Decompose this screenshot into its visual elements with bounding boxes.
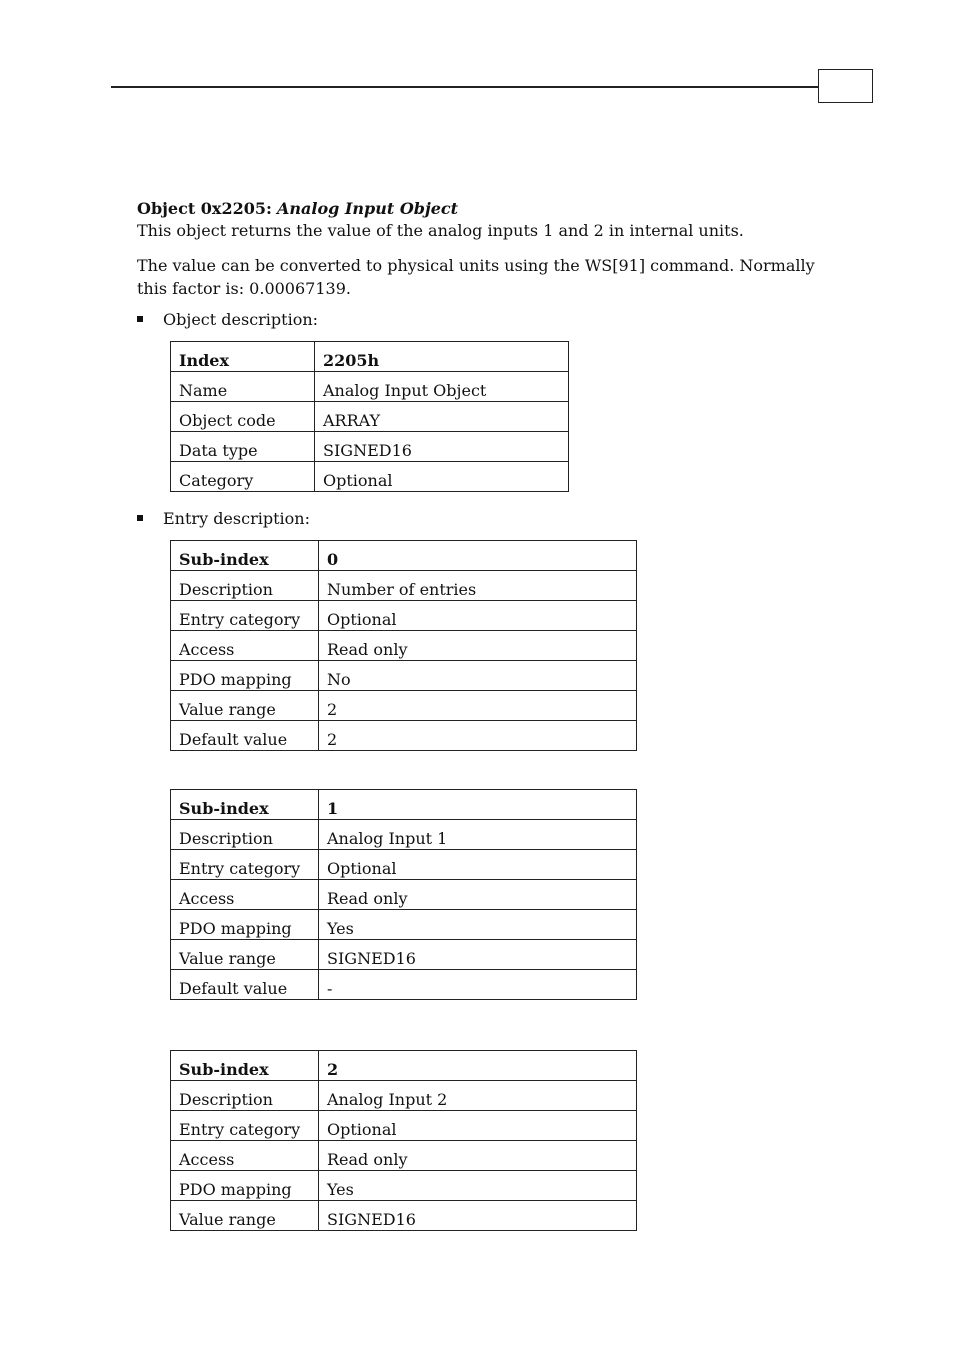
table-cell-key: Category	[171, 462, 315, 492]
table-cell-value: SIGNED16	[319, 940, 637, 970]
table-cell-value: Number of entries	[319, 571, 637, 601]
table-cell-value: SIGNED16	[319, 1201, 637, 1231]
table-row	[171, 790, 637, 820]
table-row	[171, 541, 637, 571]
table-cell-key: Object code	[171, 402, 315, 432]
table-cell-value: No	[319, 661, 637, 691]
table-row	[171, 691, 637, 721]
table-cell-key: Entry category	[171, 850, 319, 880]
table-cell-key: PDO mapping	[171, 910, 319, 940]
table-cell-key: Value range	[171, 1201, 319, 1231]
table-cell-value: Read only	[319, 1141, 637, 1171]
table-row	[171, 1051, 637, 1081]
table-cell-value: Analog Input 1	[319, 820, 637, 850]
table-cell-value: 0	[319, 541, 637, 571]
table-cell-value: 2	[319, 1051, 637, 1081]
table-cell-key: Description	[171, 571, 319, 601]
table-cell-key: Value range	[171, 691, 319, 721]
table-cell-value: Yes	[319, 1171, 637, 1201]
table-cell-value: Analog Input 2	[319, 1081, 637, 1111]
table-row	[171, 721, 637, 751]
table-cell-key: Sub-index	[171, 1051, 319, 1081]
table-row	[171, 1111, 637, 1141]
object-description-table	[170, 341, 569, 492]
table-row	[171, 1081, 637, 1111]
table-cell-key: Access	[171, 1141, 319, 1171]
table-cell-key: Default value	[171, 970, 319, 1000]
table-cell-key: Value range	[171, 940, 319, 970]
table-cell-key: Description	[171, 1081, 319, 1111]
table-cell-value: Read only	[319, 631, 637, 661]
bullet-entry-description	[137, 509, 310, 528]
bullet-square-icon	[137, 316, 143, 322]
table-cell-key: Sub-index	[171, 790, 319, 820]
table-cell-value: 1	[319, 790, 637, 820]
table-row	[171, 1201, 637, 1231]
table-cell-value: 2205h	[315, 342, 569, 372]
table-cell-value: Optional	[319, 601, 637, 631]
table-row	[171, 880, 637, 910]
heading-object-id: Object 0x2205:	[137, 199, 272, 218]
table-row	[171, 342, 569, 372]
table-row	[171, 571, 637, 601]
table-row	[171, 910, 637, 940]
table-cell-value: ARRAY	[315, 402, 569, 432]
table-cell-value: 2	[319, 691, 637, 721]
table-row	[171, 631, 637, 661]
table-cell-key: PDO mapping	[171, 1171, 319, 1201]
table-cell-key: Entry category	[171, 601, 319, 631]
table-cell-key: Access	[171, 631, 319, 661]
bullet-label: Object description:	[163, 310, 319, 329]
table-cell-value: Optional	[319, 850, 637, 880]
table-row	[171, 432, 569, 462]
table-cell-value: Optional	[319, 1111, 637, 1141]
table-row	[171, 402, 569, 432]
table-cell-key: Access	[171, 880, 319, 910]
table-cell-key: Description	[171, 820, 319, 850]
paragraph-intro: This object returns the value of the analog inputs 1 and 2 in internal units.	[137, 221, 744, 240]
page-number-box	[818, 69, 873, 103]
table-row	[171, 661, 637, 691]
table-cell-value: -	[319, 970, 637, 1000]
table-cell-value: SIGNED16	[315, 432, 569, 462]
entry-table-subindex-0	[170, 540, 637, 751]
table-cell-key: Entry category	[171, 1111, 319, 1141]
heading-object-name: Analog Input Object	[277, 199, 459, 218]
paragraph-conversion: The value can be converted to physical units using the WS[91] command. Normally this factor is: 0.00067139.	[137, 256, 815, 298]
table-cell-key: PDO mapping	[171, 661, 319, 691]
table-row	[171, 940, 637, 970]
table-cell-value: Yes	[319, 910, 637, 940]
bullet-square-icon	[137, 515, 143, 521]
section-heading	[137, 199, 458, 218]
table-row	[171, 601, 637, 631]
table-cell-key: Sub-index	[171, 541, 319, 571]
header-rule	[111, 86, 819, 88]
table-cell-key: Index	[171, 342, 315, 372]
table-cell-value: 2	[319, 721, 637, 751]
table-cell-value: Optional	[315, 462, 569, 492]
entry-table-subindex-1	[170, 789, 637, 1000]
table-row	[171, 820, 637, 850]
table-row	[171, 1171, 637, 1201]
table-row	[171, 970, 637, 1000]
table-cell-key: Data type	[171, 432, 315, 462]
table-cell-value: Read only	[319, 880, 637, 910]
table-cell-key: Default value	[171, 721, 319, 751]
table-row	[171, 372, 569, 402]
entry-table-subindex-2	[170, 1050, 637, 1231]
bullet-label: Entry description:	[163, 509, 310, 528]
table-row	[171, 850, 637, 880]
bullet-object-description	[137, 310, 318, 329]
table-row	[171, 1141, 637, 1171]
table-row	[171, 462, 569, 492]
table-cell-value: Analog Input Object	[315, 372, 569, 402]
table-cell-key: Name	[171, 372, 315, 402]
